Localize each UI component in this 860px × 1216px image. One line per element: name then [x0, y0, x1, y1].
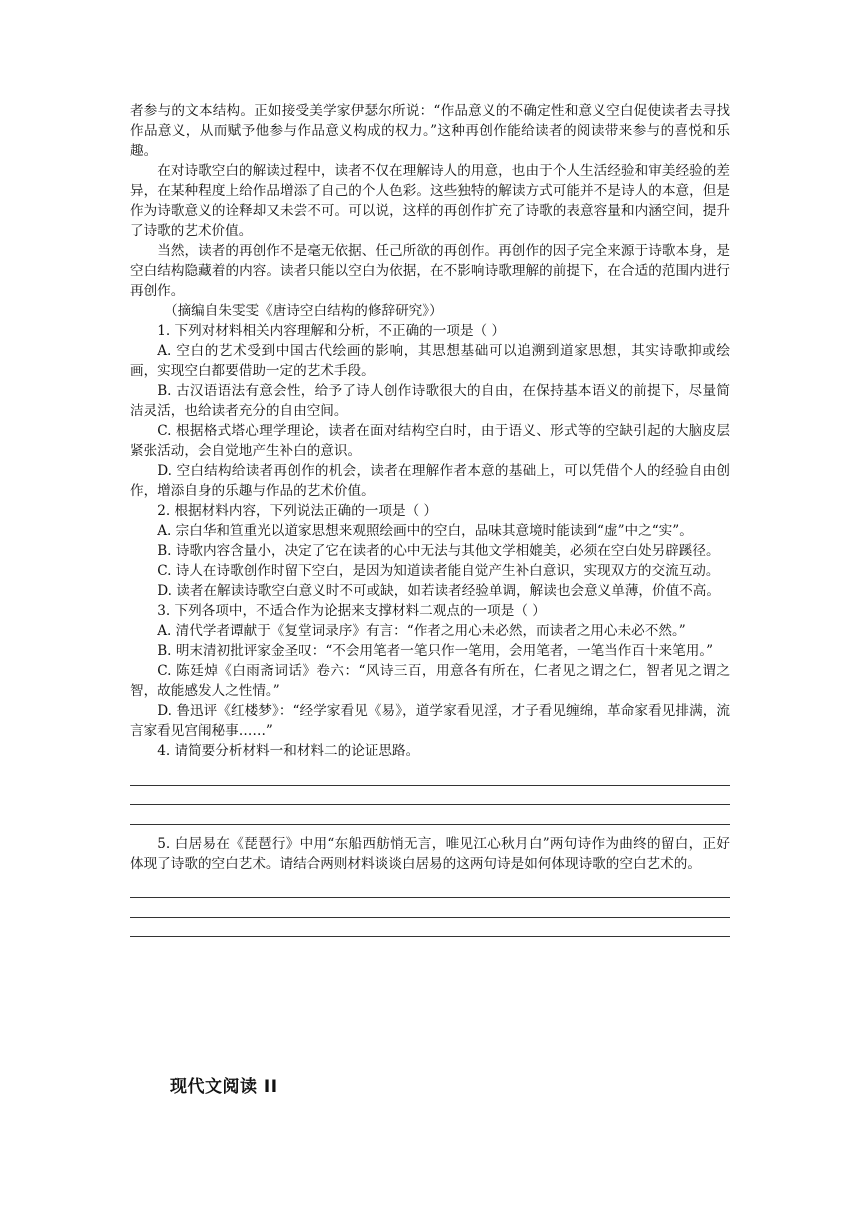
option-c: C. 诗人在诗歌创作时留下空白，是因为知道读者能自觉产生补白意识，实现双方的交流互动。 — [157, 563, 720, 579]
option-b: B. 明末清初批评家金圣叹：“不会用笔者一笔只作一笔用，会用笔者，一笔当作百十来笔用。” — [157, 643, 714, 659]
option-b: B. 诗歌内容含量小，决定了它在读者的心中无法与其他文学相媲美，必须在空白处另辟蹊径。 — [157, 543, 720, 559]
document-body — [130, 101, 730, 937]
source-citation: （摘编自朱雯雯《唐诗空白结构的修辞研究》） — [164, 303, 443, 319]
answer-line[interactable] — [130, 898, 730, 918]
option-a: A. 空白的艺术受到中国古代绘画的影响，其思想基础可以追溯到道家思想，其实诗歌抑或绘画，实现空白都要借助一定的艺术手段。 — [130, 343, 730, 379]
passage-paragraph-3: 当然，读者的再创作不是毫无依据、任己所欲的再创作。再创作的因子完全来源于诗歌本身，是空白结构隐藏着的内容。读者只能以空白为依据，在不影响诗歌理解的前提下，在合适的范围内进行再创作。 — [130, 243, 730, 299]
question-stem: 3. 下列各项中，不适合作为论据来支撑材料二观点的一项是（ ） — [157, 603, 546, 619]
question-1 — [130, 321, 730, 501]
option-d: D. 读者在解读诗歌空白意义时不可或缺，如若读者经验单调，解读也会意义单薄，价值不高。 — [157, 583, 720, 599]
passage-paragraph-1: 者参与的文本结构。正如接受美学家伊瑟尔所说：“作品意义的不确定性和意义空白促使读者去寻找作品意义，从而赋予他参与作品意义构成的权力。”这种再创作能给读者的阅读带来参与的喜悦和乐趣。 — [130, 103, 730, 159]
question-2 — [130, 501, 730, 601]
answer-area[interactable] — [130, 766, 730, 825]
question-stem: 4. 请简要分析材料一和材料二的论证思路。 — [157, 743, 420, 759]
answer-line[interactable] — [130, 766, 730, 786]
question-3 — [130, 601, 730, 741]
answer-area[interactable] — [130, 879, 730, 938]
question-4 — [130, 741, 730, 825]
answer-line[interactable] — [130, 918, 730, 938]
question-5 — [130, 834, 730, 938]
passage-paragraph-2: 在对诗歌空白的解读过程中，读者不仅在理解诗人的用意，也由于个人生活经验和审美经验的差异，在某种程度上给作品增添了自己的个人色彩。这些独特的解读方式可能并不是诗人的本意，但是作为诗歌意义的诠释却又未尝不可。可以说，这样的再创作扩充了诗歌的表意容量和内涵空间，提升了诗歌的艺术价值。 — [130, 163, 730, 239]
option-d: D. 鲁迅评《红楼梦》：“经学家看见《易》，道学家看见淫，才子看见缠绵，革命家看见排满，流言家看见宫闱秘事……” — [130, 703, 730, 739]
option-b: B. 古汉语语法有意会性，给予了诗人创作诗歌很大的自由，在保持基本语义的前提下，尽量简洁灵活，也给读者充分的自由空间。 — [130, 383, 730, 419]
answer-line[interactable] — [130, 805, 730, 825]
question-stem: 1. 下列对材料相关内容理解和分析，不正确的一项是（ ） — [157, 323, 506, 339]
answer-line[interactable] — [130, 786, 730, 806]
option-d: D. 空白结构给读者再创作的机会，读者在理解作者本意的基础上，可以凭借个人的经验自由创作，增添自身的乐趣与作品的艺术价值。 — [130, 463, 730, 499]
answer-line[interactable] — [130, 879, 730, 899]
section-title: 现代文阅读 II — [170, 1077, 278, 1097]
option-c: C. 根据格式塔心理学理论，读者在面对结构空白时，由于语义、形式等的空缺引起的大脑皮层紧张活动，会自觉地产生补白的意识。 — [130, 423, 730, 459]
question-stem: 2. 根据材料内容，下列说法正确的一项是（ ） — [157, 503, 438, 519]
option-c: C. 陈廷焯《白雨斋词话》卷六：“风诗三百，用意各有所在，仁者见之谓之仁，智者见之谓之智，故能感发人之性情。” — [130, 663, 730, 699]
option-a: A. 宗白华和笪重光以道家思想来观照绘画中的空白，品味其意境时能读到“虚”中之“实”。 — [157, 523, 693, 539]
question-stem: 5. 白居易在《琵琶行》中用“东船西舫悄无言，唯见江心秋月白”两句诗作为曲终的留白，正好体现了诗歌的空白艺术。请结合两则材料谈谈白居易的这两句诗是如何体现诗歌的空白艺术的。 — [130, 835, 730, 872]
option-a: A. 清代学者谭献于《复堂词录序》有言：“作者之用心未必然，而读者之用心未必不然。” — [157, 623, 686, 639]
